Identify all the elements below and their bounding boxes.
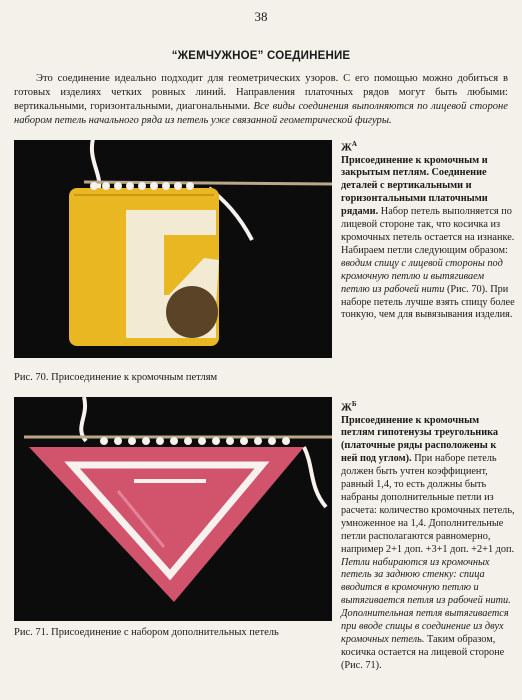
intro-italic: Все виды соединения выполняются по лицевой стороне набором петель начального ряда из петель уже связанной геометрической фигуры. — [14, 101, 508, 126]
figure-70-caption: Рис. 70. Присоединение к кромочным петлям — [14, 372, 218, 383]
section-a-body-1: Набор петель выполняется по лицевой стороне так, что косичка из кромочных петель остается на изнанке. Набираем петли следующим образом: — [341, 206, 515, 256]
section-b-body-2: Таким образом, косичка остается на лицевой стороне (Рис. 71). — [341, 633, 505, 671]
figure-71-illustration — [14, 397, 332, 621]
figure-71-caption: Рис. 71. Присоединение с набором дополнительных петель — [14, 627, 279, 638]
section-b-heading: Присоединение к кромочным петлям гипотенузы треугольника (платочные ряды расположены к ней под углом). — [341, 414, 499, 465]
section-a-marker: $Ж^А$ — [341, 140, 357, 154]
section-a-body-2: (Рис. 70). При наборе петель лучше взять спицу более тонкую, чем для вывязывания изделия. — [341, 283, 515, 321]
section-b-body-1: При наборе петель должен быть учтен коэффициент, равный 1,4, то есть должны быть набраны дополнительные петли из расчета: количество кромочных петель, умноженное на 1,4. Дополнительные петли располагаются равномерно, например 2+1 доп. +3+1 доп. +2+1 доп. — [341, 453, 515, 555]
intro-paragraph — [14, 72, 508, 128]
figure-71-knitted-triangle-photo — [14, 397, 332, 621]
figure-70-illustration — [14, 140, 332, 358]
intro-text: Это соединение идеально подходит для геометрических узоров. С его помощью можно добиться в готовых изделиях четких ровных линий. Направления платочных рядов могут быть любыми: вертикальными, горизонтальными, диагональными. — [14, 73, 508, 112]
section-b-text — [341, 398, 515, 673]
section-b-body-italic: Петли набираются из кромочных петель за заднюю стенку: спица вводится в кромочную петлю и вытягивается петля из рабочей нити. Дополнительная петля вытягивается при вводе спицы в соединение из двух кромочных петель. — [341, 556, 511, 645]
section-a-text — [341, 138, 515, 322]
figure-70-knitted-square-photo — [14, 140, 332, 358]
section-a-body-italic: вводим спицу с лицевой стороны под кромочную петлю и вытягиваем петлю из рабочей нити — [341, 257, 503, 295]
section-a-heading: Присоединение к кромочным и закрытым петлям. Соединение деталей с вертикальными и горизонтальными платочными рядами. — [341, 154, 488, 218]
page-number: 38 — [254, 9, 268, 24]
section-b-marker: $Ж^Б$ — [341, 400, 357, 414]
section-title: “ЖЕМЧУЖНОЕ” СОЕДИНЕНИЕ — [171, 50, 351, 62]
